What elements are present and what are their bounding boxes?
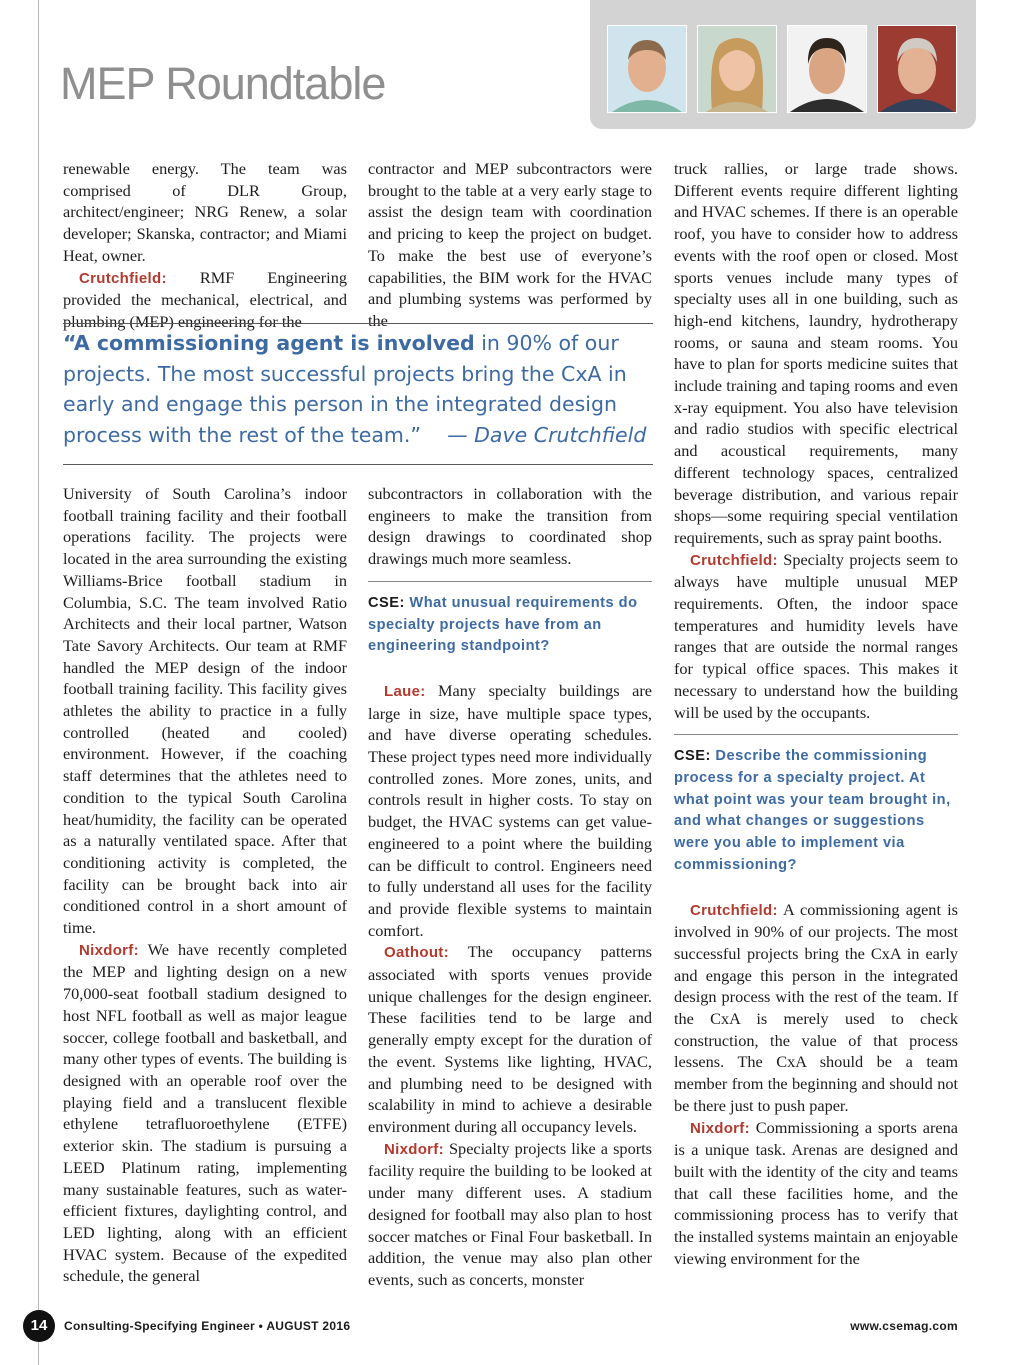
answer-paragraph — [674, 1117, 958, 1270]
paragraph: University of South Carolina’s indoor football training facility and their football operations facility. The projects were located in the area surrounding the existing Williams-Brice football stadium in Columbia, S.C. The team involved Ratio Architects and their local partner, Watson Tate Savory Architects. Our team at RMF handled the MEP design of the indoor football training facility. This facility gives athletes the ability to practice in a fully controlled (heated and cooled) environment. However, if the coaching staff determines that the athletes need to condition to the typical South Carolina heat/humidity, the facility can be operated as a naturally ventilated space. After that conditioning activity is completed, the facility can be brought back into air conditioned control in a short amount of time. — [63, 484, 347, 938]
pull-quote-text: in 90% of our projects. The most successful projects bring the CxA in early and engage this person in the integrated design process with the rest of the team.” — [63, 331, 627, 447]
portrait-icon — [878, 26, 956, 112]
speaker-name: Crutchfield: — [690, 551, 778, 569]
paragraph: contractor and MEP subcontractors were brought to the table at a very early stage to assist the design team with coordination and pricing to keep the project on budget. To make the best use of everyone’s capabilities, the BIM work for the HVAC and plumbing systems was performed by the — [368, 159, 652, 330]
column-1-top — [63, 158, 347, 333]
answer-paragraph — [368, 941, 652, 1137]
answer-text: The occupancy patterns associated with sports venues provide unique challenges for the design engineer. These facilities tend to be large and generally empty except for the duration of the event. Systems like lighting, HVAC, and plumbing need to be designed with scalability in mind to achieve a desirable environment during all occupancy levels. — [368, 942, 652, 1136]
answer-text: A commissioning agent is involved in 90% of our projects. The most successful projects bring the CxA in early and engage this person in the integrated design process with the rest of the team. If the CxA is merely used to check construction, the value of that process lessens. The CxA should be a team member from the beginning and should not be there just to push paper. — [674, 899, 958, 1115]
panelist-photo-4 — [877, 25, 957, 113]
portrait-icon — [788, 26, 866, 112]
pull-quote — [63, 328, 653, 450]
question-text: What unusual requirements do specialty projects have from an engineering standpoint? — [368, 594, 638, 655]
paragraph: truck rallies, or large trade shows. Different events require different lighting and HVAC schemes. If there is an operable roof, you have to consider how to address events with the roof open or closed. Most sports venues include many types of specialty uses all in one building, such as high-end kitchens, laundry, hydrotherapy rooms, or sauna and steam rooms. You have to plan for sports medicine suites that include training and taping rooms and even x-ray equipment. You also have television and radio studios with specific electrical and acoustical requirements, many different technology spaces, centralized beverage distribution, and various repair shops—some requiring special ventilation requirements, such as spray paint booths. — [674, 159, 958, 547]
speaker-name: Nixdorf: — [384, 1140, 444, 1158]
speaker-name: Oathout: — [384, 944, 449, 962]
answer-text: Specialty projects seem to always have multiple unusual MEP requirements. Often, the indoor space temperatures and humidity levels have ranges that are outside the normal ranges for typical office spaces. This makes it necessary to understand how the building will be used by the occupants. — [674, 549, 958, 722]
website-url: www.csemag.com — [850, 1319, 958, 1333]
cse-label: CSE: — [674, 748, 711, 765]
portrait-icon — [608, 26, 686, 112]
column-2-bottom — [368, 483, 652, 1291]
answer-paragraph — [368, 1138, 652, 1291]
publication-footer: Consulting-Specifying Engineer • AUGUST 2016 — [64, 1319, 351, 1333]
cse-question — [674, 734, 958, 876]
speaker-name: Nixdorf: — [79, 941, 139, 959]
answer-text: RMF Engineering provided the mechanical, electrical, and plumbing (MEP) engineering for the — [63, 267, 347, 331]
cse-question — [368, 581, 652, 658]
speaker-name: Nixdorf: — [690, 1119, 750, 1137]
answer-paragraph — [368, 680, 652, 941]
pull-quote-lead: “A commissioning agent is involved — [63, 331, 475, 355]
cse-label: CSE: — [368, 594, 405, 611]
column-2-top — [368, 158, 652, 332]
portrait-icon — [698, 26, 776, 112]
pull-quote-bottom-rule — [63, 464, 653, 465]
paragraph: subcontractors in collaboration with the engineers to make the transition from design drawings to coordinated shop drawings much more seamless. — [368, 484, 652, 569]
panelist-photo-1 — [607, 25, 687, 113]
speaker-name: Laue: — [384, 682, 426, 700]
question-text: Describe the commissioning process for a specialty project. At what point was your team brought in, and what changes or suggestions were you able to implement via commissioning? — [674, 748, 951, 873]
answer-text: Commissioning a sports arena is a unique task. Arenas are designed and built with the identity of the city and teams that call these facilities home, and the commissioning process has to verify that the installed systems maintain an enjoyable viewing environment for the — [674, 1117, 958, 1268]
answer-text: Many specialty buildings are large in size, have multiple space types, and have diverse operating schedules. These project types need more individually controlled zones. More zones, units, and controls result in higher costs. To stay on budget, the HVAC systems can get value-engineered to a point where the building can be difficult to control. Engineers need to fully understand all uses for the facility and provide flexible systems to maintain comfort. — [368, 680, 652, 940]
answer-paragraph — [63, 939, 347, 1287]
page-number-badge: 14 — [23, 1310, 55, 1342]
answer-paragraph — [674, 899, 958, 1117]
speaker-name: Crutchfield: — [79, 269, 167, 287]
paragraph: renewable energy. The team was comprised of DLR Group, architect/engineer; NRG Renew, a solar developer; Skanska, contractor; and Miami Heat, owner. — [63, 159, 347, 265]
page-title: MEP Roundtable — [60, 58, 386, 109]
pull-quote-top-rule — [63, 323, 653, 324]
answer-text: We have recently completed the MEP and lighting design on a new 70,000-seat football stadium designed to host NFL football as well as major league soccer, college football and basketball, and many other types of events. The building is designed with an operable roof over the playing field and a translucent flexible ethylene tetrafluoroethylene (ETFE) exterior skin. The stadium is pursuing a LEED Platinum rating, implementing many sustainable features, such as water-efficient fixtures, daylighting control, and LED lighting, along with an efficient HVAC system. Because of the expedited schedule, the general — [63, 939, 347, 1286]
answer-paragraph — [674, 549, 958, 724]
answer-text: Specialty projects like a sports facility require the building to be looked at under many different uses. A stadium designed for football may also plan to host soccer matches or Final Four basketball. In addition, the venue may also plan other events, such as concerts, monster — [368, 1138, 652, 1289]
panelist-photo-3 — [787, 25, 867, 113]
speaker-name: Crutchfield: — [690, 901, 778, 919]
panelist-photo-2 — [697, 25, 777, 113]
column-1-bottom — [63, 483, 347, 1287]
pull-quote-attribution: — Dave Crutchfield — [447, 422, 647, 447]
column-3 — [674, 158, 958, 1269]
page-edge-rule — [38, 0, 39, 1365]
panelist-photo-panel — [590, 0, 976, 129]
